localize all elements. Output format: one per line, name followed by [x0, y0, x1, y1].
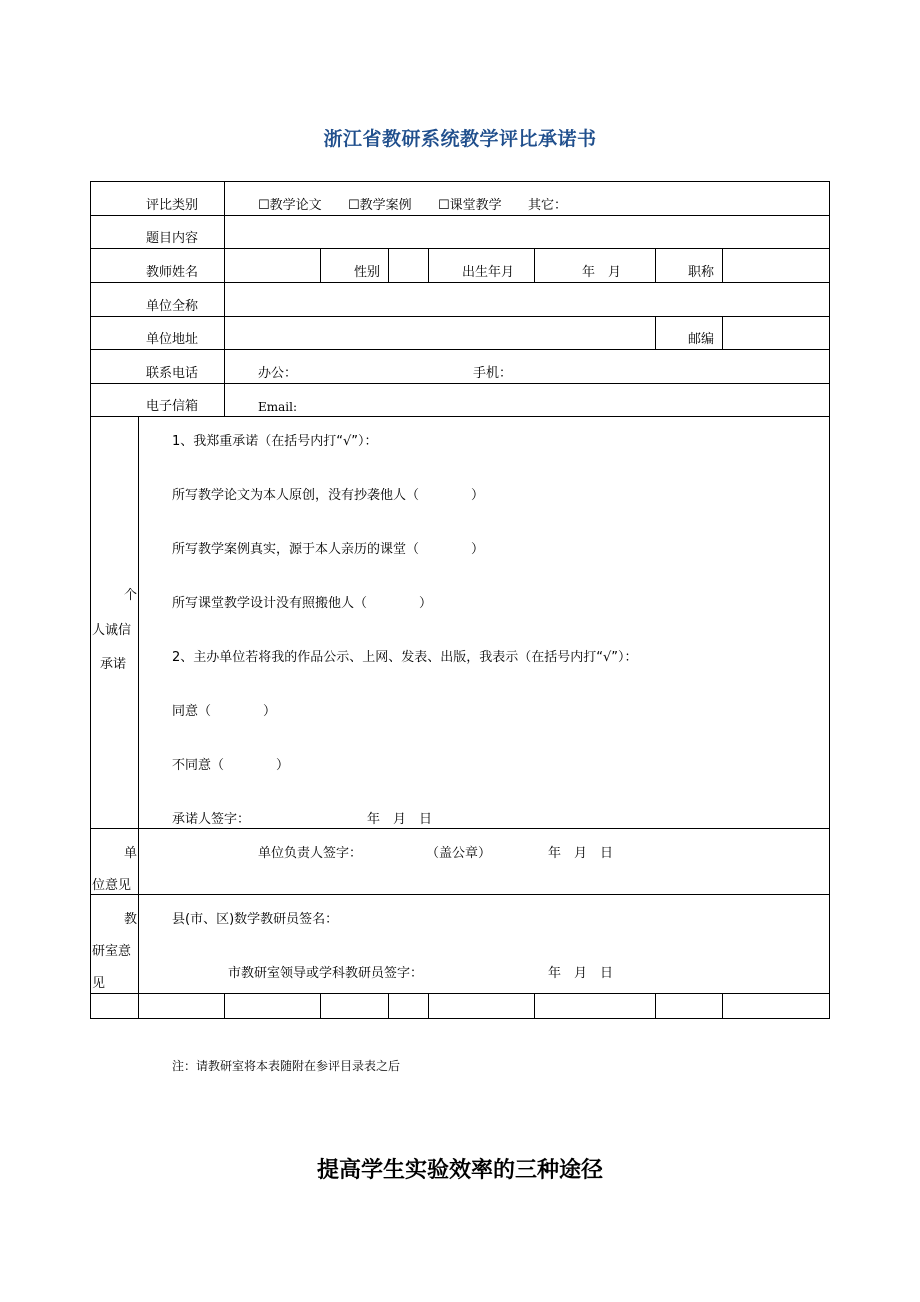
teacher-name-label: 教师姓名	[146, 265, 199, 280]
research-opinion-label-line1: 教	[124, 912, 138, 927]
rank-label: 职称	[688, 265, 715, 280]
commitment-lesson-original[interactable]: 所写课堂教学设计没有照搬他人（ ）	[172, 596, 433, 611]
commitment-case-authentic[interactable]: 所写教学案例真实，源于本人亲历的课堂（ ）	[172, 542, 485, 557]
unit-opinion-label-line2: 位意见	[92, 878, 132, 893]
postcode-field[interactable]	[724, 318, 828, 348]
commitment-item-2: 2、主办单位若将我的作品公示、上网、发表、出版，我表示（在括号内打“√”）：	[172, 650, 638, 665]
official-seal-field[interactable]: （盖公章）	[426, 846, 492, 861]
unit-address-label: 单位地址	[146, 332, 199, 347]
category-option-case[interactable]: ☐教学案例	[348, 198, 412, 213]
unit-opinion-date-field[interactable]: 年 月 日	[548, 846, 614, 861]
commitment-paper-original[interactable]: 所写教学论文为本人原创，没有抄袭他人（ ）	[172, 488, 485, 503]
commitment-label-line1: 个	[124, 588, 138, 603]
rank-field[interactable]	[724, 250, 828, 281]
county-researcher-signature-field[interactable]: 县(市、区)数学教研员签名：	[172, 912, 339, 927]
unit-address-field[interactable]	[226, 318, 654, 348]
category-option-lesson[interactable]: ☐课堂教学	[438, 198, 502, 213]
unit-name-label: 单位全称	[146, 299, 199, 314]
category-option-other[interactable]: 其它：	[528, 198, 568, 213]
footnote: 注：请教研室将本表随附在参评目录表之后	[172, 1059, 401, 1073]
gender-field[interactable]	[390, 250, 426, 281]
research-opinion-label-line3: 见	[92, 976, 106, 991]
city-researcher-signature-field[interactable]: 市教研室领导或学科教研员签字：	[228, 966, 424, 981]
email-label: 电子信箱	[146, 399, 199, 414]
email-field[interactable]: Email:	[258, 400, 298, 414]
birth-label: 出生年月	[462, 265, 515, 280]
birth-year-month-field[interactable]: 年 月	[582, 265, 622, 280]
unit-leader-signature-field[interactable]: 单位负责人签字：	[258, 846, 363, 861]
gender-label: 性别	[354, 265, 381, 280]
commitment-form-table	[90, 181, 830, 1019]
category-label: 评比类别	[146, 198, 199, 213]
postcode-label: 邮编	[688, 332, 715, 347]
mobile-phone-field[interactable]: 手机：	[473, 366, 513, 381]
signer-signature-field[interactable]: 承诺人签字：	[172, 812, 251, 827]
article-title: 提高学生实验效率的三种途径	[316, 1158, 603, 1183]
topic-field[interactable]	[226, 217, 828, 247]
office-phone-field[interactable]: 办公：	[258, 366, 298, 381]
commitment-item-1: 1、我郑重承诺（在括号内打“√”）：	[172, 434, 378, 449]
teacher-name-field[interactable]	[226, 250, 318, 281]
unit-opinion-label-line1: 单	[124, 846, 138, 861]
research-opinion-date-field[interactable]: 年 月 日	[548, 966, 614, 981]
commitment-label-line3: 承诺	[100, 657, 127, 672]
disagree-option[interactable]: 不同意（ ）	[172, 758, 290, 773]
category-option-paper[interactable]: ☐教学论文	[258, 198, 322, 213]
signer-date-field[interactable]: 年 月 日	[367, 812, 433, 827]
phone-label: 联系电话	[146, 366, 199, 381]
topic-label: 题目内容	[146, 231, 199, 246]
agree-option[interactable]: 同意（ ）	[172, 704, 277, 719]
commitment-label-line2: 人诚信	[92, 623, 132, 638]
form-title: 浙江省教研系统教学评比承诺书	[323, 128, 597, 150]
unit-name-field[interactable]	[226, 284, 828, 315]
research-opinion-label-line2: 研室意	[92, 944, 132, 959]
